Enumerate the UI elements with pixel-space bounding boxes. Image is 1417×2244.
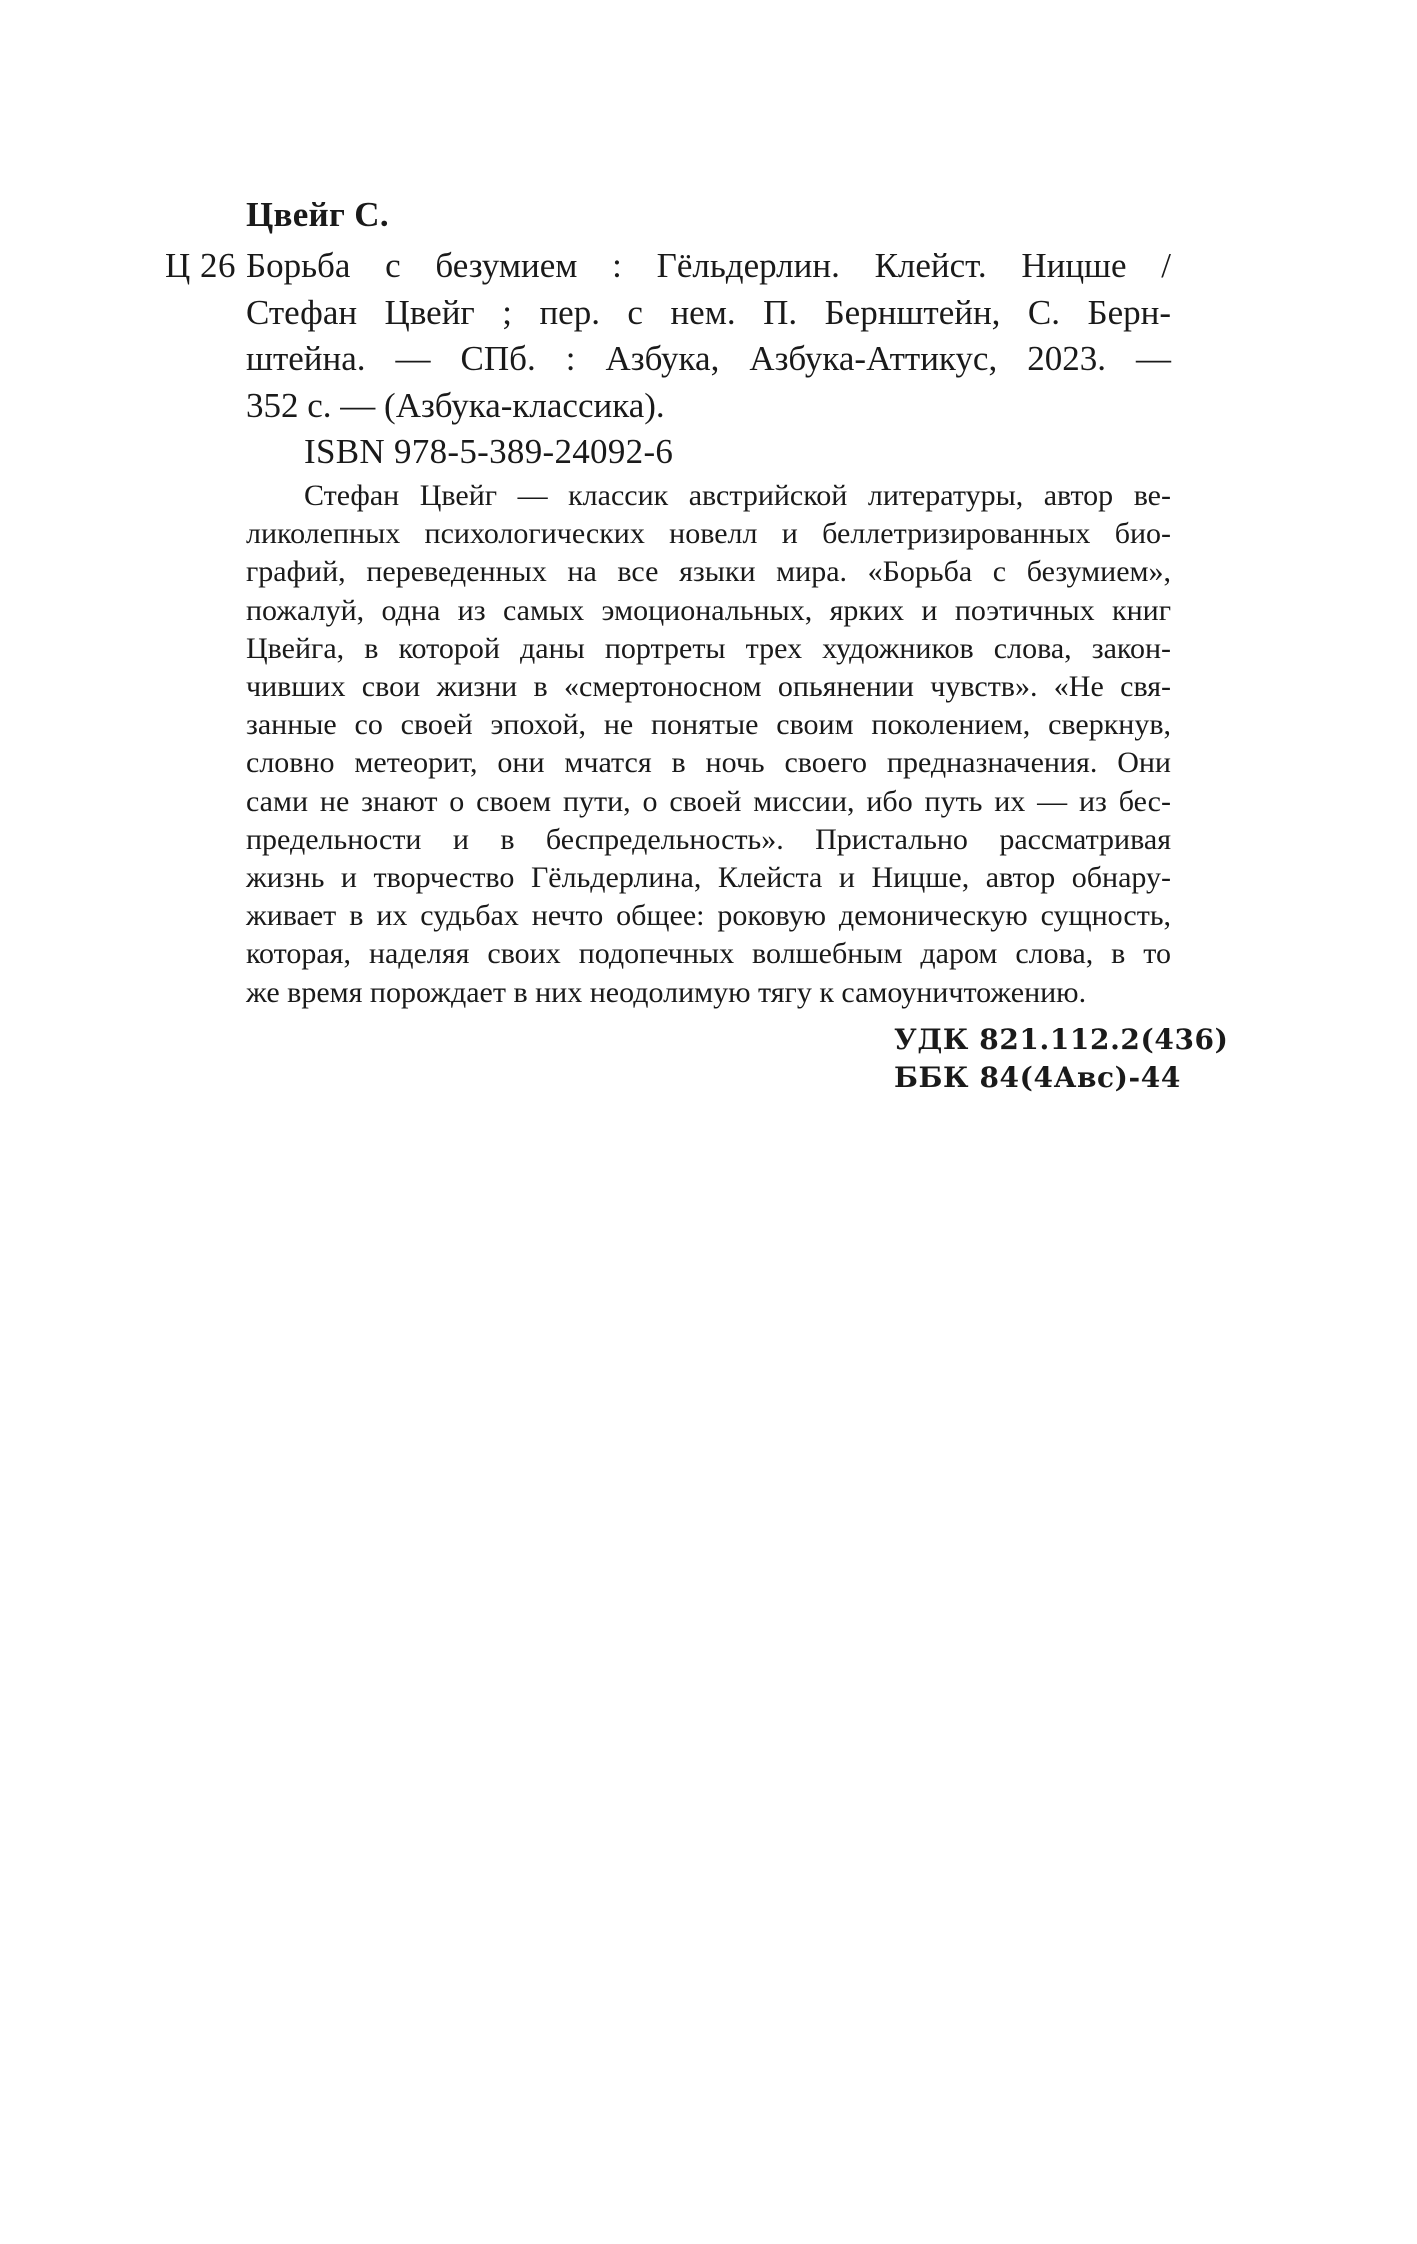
annotation-line: чивших свои жизни в «смертоносном опьянении чувств». «Не свя- [246, 670, 1171, 704]
author-sign: Ц 26 [165, 246, 237, 285]
biblio-line: Стефан Цвейг ; пер. с нем. П. Бернштейн, С. Берн- [246, 292, 1171, 332]
author-heading: Цвейг С. [246, 195, 389, 234]
classification-codes [894, 1021, 1228, 1097]
biblio-line: Борьба с безумием : Гёльдерлин. Клейст. Ницше / [246, 246, 1171, 285]
annotation-line: занные со своей эпохой, не понятые своим поколением, сверкнув, [246, 708, 1171, 742]
isbn: ISBN 978-5-389-24092-6 [304, 432, 674, 471]
annotation-line: графий, переведенных на все языки мира. «Борьба с безумием», [246, 555, 1171, 589]
annotation-line: Цвейга, в которой даны портреты трех художников слова, закон- [246, 631, 1171, 665]
bibliographic-description [246, 243, 1171, 429]
annotation-line: жизнь и творчество Гёльдерлина, Клейста и Ницше, автор обнару- [246, 861, 1171, 895]
annotation-line: предельности и в беспредельность». Пристально рассматривая [246, 822, 1171, 856]
annotation [246, 477, 1171, 1012]
annotation-line: ликолепных психологических новелл и беллетризированных био- [246, 517, 1171, 551]
annotation-line: сами не знают о своем пути, о своей миссии, ибо путь их — из бес- [246, 784, 1171, 818]
bbk-code: ББК 84(4Авс)-44 [894, 1061, 1181, 1094]
annotation-line: Стефан Цвейг — классик австрийской литературы, автор ве- [304, 479, 1171, 512]
annotation-line: живает в их судьбах нечто общее: роковую демоническую сущность, [246, 899, 1171, 933]
udk-code: УДК 821.112.2(436) [894, 1023, 1229, 1056]
annotation-line: пожалуй, одна из самых эмоциональных, ярких и поэтичных книг [246, 593, 1171, 627]
biblio-line: штейна. — СПб. : Азбука, Азбука-Аттикус, 2023. — [246, 339, 1171, 378]
biblio-line: 352 с. — (Азбука-классика). [246, 385, 665, 425]
annotation-line: которая, наделяя своих подопечных волшебным даром слова, в то [246, 937, 1171, 971]
annotation-line: же время порождает в них неодолимую тягу к самоуничтожению. [246, 975, 1087, 1009]
annotation-line: словно метеорит, они мчатся в ночь своего предназначения. Они [246, 746, 1171, 780]
